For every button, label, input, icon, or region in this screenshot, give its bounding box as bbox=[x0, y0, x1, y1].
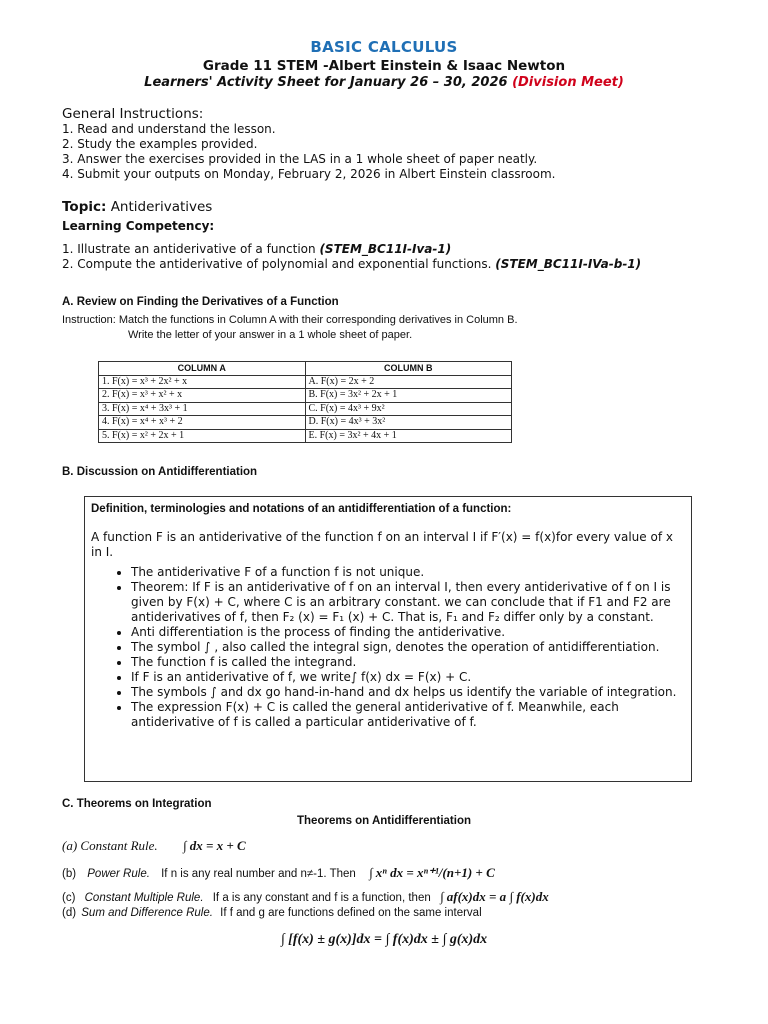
column-b-cell: E. F(x) = 3x² + 4x + 1 bbox=[305, 429, 512, 443]
sum-difference-rule-name: Sum and Difference Rule. bbox=[81, 907, 213, 919]
topic-label: Topic: bbox=[62, 199, 107, 215]
las-line-text: Learners' Activity Sheet for January 26 – 30, 2026 bbox=[144, 75, 508, 90]
topic-line bbox=[62, 199, 212, 215]
competency-text: 1. Illustrate an antiderivative of a function bbox=[62, 242, 320, 256]
constant-multiple-rule-text: If a is any constant and f is a function, then bbox=[212, 892, 431, 904]
column-b-cell: C. F(x) = 4x³ + 9x² bbox=[305, 402, 512, 416]
topic-value: Antiderivatives bbox=[110, 199, 213, 215]
bullet-item: • The symbol ∫ , also called the integral sign, denotes the operation of antidifferentiation. bbox=[131, 640, 705, 655]
competency-code: (STEM_BC11I-IVa-b-1) bbox=[495, 257, 642, 271]
constant-multiple-rule-formula: ∫ af(x)dx = a ∫ f(x)dx bbox=[439, 889, 549, 904]
section-b-heading: B. Discussion on Antidifferentiation bbox=[62, 466, 258, 478]
constant-rule-formula: ∫ dx = x + C bbox=[182, 838, 246, 853]
grade-line: Grade 11 STEM -Albert Einstein & Isaac Newton bbox=[202, 58, 566, 74]
table-row bbox=[99, 416, 512, 430]
power-rule-name: Power Rule. bbox=[87, 868, 150, 880]
general-instructions-list bbox=[62, 122, 555, 182]
table-row bbox=[99, 402, 512, 416]
rule-b-prefix: (b) bbox=[62, 868, 77, 880]
sum-difference-rule-formula: ∫ [f(x) ± g(x)]dx = ∫ f(x)dx ± ∫ g(x)dx bbox=[280, 932, 488, 947]
column-a-header: COLUMN A bbox=[99, 362, 306, 376]
instruction-item: 4. Submit your outputs on Monday, February 2, 2026 in Albert Einstein classroom. bbox=[62, 167, 556, 181]
competency-item bbox=[62, 242, 641, 257]
column-b-cell: B. F(x) = 3x² + 2x + 1 bbox=[305, 389, 512, 403]
instruction-item: 1. Read and understand the lesson. bbox=[62, 122, 276, 136]
constant-rule bbox=[62, 838, 246, 854]
competency-item bbox=[62, 257, 641, 272]
rule-c-prefix: (c) bbox=[62, 892, 76, 904]
bullet-item: • The antiderivative F of a function f is not unique. bbox=[131, 565, 705, 580]
column-a-cell: 3. F(x) = x⁴ + 3x³ + 1 bbox=[99, 402, 306, 416]
bullet-item: • Anti differentiation is the process of finding the antiderivative. bbox=[131, 625, 705, 640]
section-a-heading: A. Review on Finding the Derivatives of a Function bbox=[62, 296, 339, 308]
bullet-item: • The expression F(x) + C is called the general antiderivative of f. Meanwhile, each antiderivative of f is called a particular antiderivative of f. bbox=[131, 700, 705, 730]
bullet-item: • The function f is called the integrand. bbox=[131, 655, 705, 670]
column-a-cell: 2. F(x) = x³ + x² + x bbox=[99, 389, 306, 403]
rule-d-prefix: (d) bbox=[62, 907, 77, 919]
column-a-cell: 1. F(x) = x³ + 2x² + x bbox=[99, 375, 306, 389]
constant-multiple-rule bbox=[62, 889, 549, 905]
column-a-cell: 5. F(x) = x² + 2x + 1 bbox=[99, 429, 306, 443]
power-rule-formula: ∫ xⁿ dx = xⁿ⁺¹/(n+1) + C bbox=[369, 865, 495, 880]
definition-bullets bbox=[105, 565, 705, 730]
competency-code: (STEM_BC11I-Iva-1) bbox=[319, 242, 452, 256]
sum-difference-formula-line bbox=[0, 928, 768, 948]
table-row bbox=[99, 375, 512, 389]
division-meet-tag: (Division Meet) bbox=[512, 75, 624, 90]
bullet-item: • If F is an antiderivative of f, we write∫ f(x) dx = F(x) + C. bbox=[131, 670, 705, 685]
power-rule-text: If n is any real number and n≠-1. Then bbox=[161, 868, 356, 880]
power-rule bbox=[62, 865, 495, 881]
table-row bbox=[99, 429, 512, 443]
matching-table bbox=[98, 361, 512, 443]
constant-multiple-rule-name: Constant Multiple Rule. bbox=[84, 892, 204, 904]
definition-box bbox=[84, 496, 692, 782]
table-header-row bbox=[99, 362, 512, 376]
sum-difference-rule-text: If f and g are functions defined on the same interval bbox=[220, 907, 482, 919]
learning-competency-list bbox=[62, 242, 641, 272]
section-a-instruction bbox=[62, 313, 518, 343]
document-title: BASIC CALCULUS bbox=[310, 38, 458, 56]
competency-text: 2. Compute the antiderivative of polynomial and exponential functions. bbox=[62, 257, 496, 271]
constant-rule-label: (a) Constant Rule. bbox=[62, 838, 158, 853]
definition-paragraph: A function F is an antiderivative of the function f on an interval I if F′(x) = f(x)for every value of x in I. bbox=[91, 530, 673, 559]
instruction-line-1: Instruction: Match the functions in Column A with their corresponding derivatives in Column B. bbox=[62, 314, 518, 326]
column-a-cell: 4. F(x) = x⁴ + x³ + 2 bbox=[99, 416, 306, 430]
general-instructions-heading: General Instructions: bbox=[62, 106, 204, 122]
table-row bbox=[99, 389, 512, 403]
column-b-cell: D. F(x) = 4x³ + 3x² bbox=[305, 416, 512, 430]
instruction-item: 2. Study the examples provided. bbox=[62, 137, 258, 151]
definition-box-title: Definition, terminologies and notations of an antidifferentiation of a function: bbox=[91, 503, 512, 515]
section-c-heading: C. Theorems on Integration bbox=[62, 798, 212, 810]
bullet-item: • Theorem: If F is an antiderivative of f on an interval I, then every antiderivative of f on I is given by F(x) + C, where C is an arbitrary constant. we can conclude that if F1 and F2 are antiderivatives of f, then F₂ (x) = F₁ (x) + C. That is, F₁ and F₂ differ only by a constant. bbox=[131, 580, 705, 625]
column-b-header: COLUMN B bbox=[305, 362, 512, 376]
column-b-cell: A. F(x) = 2x + 2 bbox=[305, 375, 512, 389]
bullet-item: • The symbols ∫ and dx go hand-in-hand and dx helps us identify the variable of integration. bbox=[131, 685, 705, 700]
las-line bbox=[0, 75, 768, 90]
instruction-line-2: Write the letter of your answer in a 1 whole sheet of paper. bbox=[128, 329, 413, 341]
sum-difference-rule bbox=[62, 907, 482, 919]
theorems-subheading: Theorems on Antidifferentiation bbox=[297, 815, 471, 827]
instruction-item: 3. Answer the exercises provided in the LAS in a 1 whole sheet of paper neatly. bbox=[62, 152, 538, 166]
learning-competency-heading: Learning Competency: bbox=[62, 219, 215, 233]
